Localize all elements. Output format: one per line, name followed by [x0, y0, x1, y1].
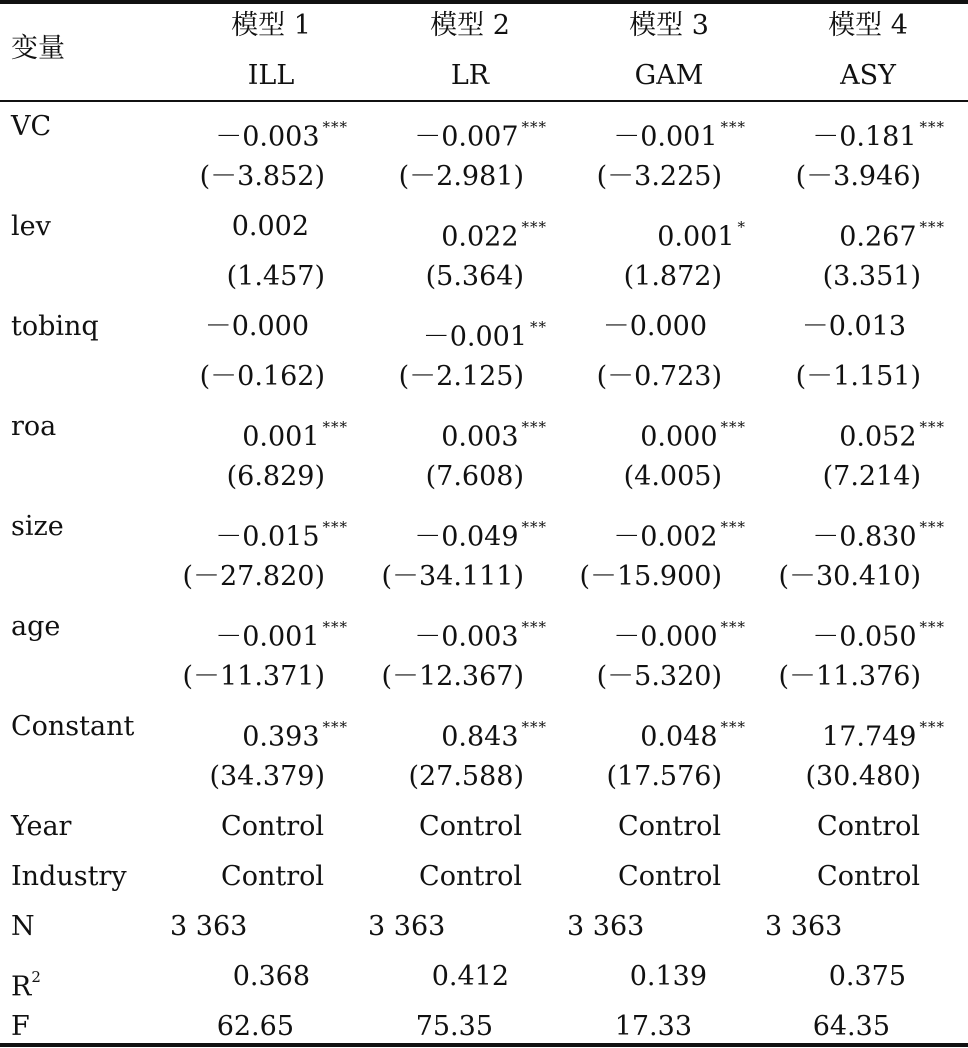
model-2-name: 模型 2	[430, 10, 510, 41]
model-3-name: 模型 3	[629, 10, 709, 41]
coefficient-cell	[423, 310, 547, 355]
significance-stars: ***	[521, 418, 547, 436]
t-statistic: (－0.723)	[596, 361, 722, 392]
coefficient-value: －0.001	[613, 121, 718, 153]
control-indicator: Control	[419, 811, 522, 842]
significance-stars: ***	[919, 618, 945, 636]
f-statistic: 62.65	[216, 1011, 294, 1042]
t-statistic: (－0.162)	[199, 361, 325, 392]
f-statistic: 17.33	[614, 1011, 692, 1042]
significance-stars: ***	[720, 518, 746, 536]
model-2-abbr: LR	[450, 60, 490, 91]
r-squared-value: 0.368	[232, 961, 310, 992]
coefficient-cell	[812, 110, 945, 155]
variable-name: age	[11, 611, 61, 642]
model-1-abbr: ILL	[247, 60, 295, 91]
coefficient-value: －0.001	[215, 621, 320, 653]
model-3-abbr: GAM	[634, 60, 704, 91]
r-squared-value: 0.412	[431, 961, 509, 992]
t-statistic: (17.576)	[606, 761, 722, 792]
coefficient-value: －0.000	[602, 311, 707, 342]
t-statistic: (1.457)	[226, 261, 325, 292]
t-statistic: (－2.981)	[398, 161, 524, 192]
coefficient-cell	[839, 410, 945, 455]
significance-stars: ***	[919, 118, 945, 136]
t-statistic: (－1.151)	[795, 361, 921, 392]
coefficient-value: －0.002	[613, 521, 718, 553]
coefficient-value: 0.267	[839, 221, 917, 253]
t-statistic: (7.214)	[822, 461, 921, 492]
control-indicator: Control	[817, 861, 920, 892]
coefficient-cell	[640, 410, 746, 455]
sample-size: 3 363	[368, 911, 446, 942]
t-statistic: (－12.367)	[381, 661, 524, 692]
significance-stars: ***	[322, 418, 348, 436]
coefficient-cell	[441, 410, 547, 455]
sample-size: 3 363	[765, 911, 843, 942]
coefficient-cell	[822, 710, 945, 755]
coefficient-cell	[812, 510, 945, 555]
coefficient-value: 0.003	[441, 421, 519, 453]
f-statistic: 75.35	[415, 1011, 493, 1042]
t-statistic: (－11.371)	[182, 661, 325, 692]
coefficient-cell	[812, 610, 945, 655]
t-statistic: (5.364)	[425, 261, 524, 292]
control-indicator: Control	[618, 811, 721, 842]
coefficient-cell	[215, 110, 348, 155]
header-rule	[0, 100, 968, 102]
stat-label-n: N	[11, 911, 35, 942]
coefficient-cell	[215, 510, 348, 555]
t-statistic: (27.588)	[408, 761, 524, 792]
coefficient-cell	[657, 210, 746, 255]
control-indicator: Control	[618, 861, 721, 892]
significance-stars: ***	[322, 618, 348, 636]
t-statistic: (－30.410)	[778, 561, 921, 592]
coefficient-value: －0.000	[613, 621, 718, 653]
coefficient-value: 0.393	[242, 721, 320, 753]
coefficient-cell	[613, 110, 746, 155]
t-statistic: (－34.111)	[381, 561, 524, 592]
control-indicator: Control	[221, 861, 324, 892]
t-statistic: (－3.946)	[795, 161, 921, 192]
f-statistic: 64.35	[812, 1011, 890, 1042]
significance-stars: ***	[720, 118, 746, 136]
control-variable-name: Industry	[11, 861, 127, 892]
significance-stars: ***	[720, 418, 746, 436]
variable-header: 变量	[11, 33, 65, 64]
coefficient-value: 0.001	[242, 421, 320, 453]
coefficient-value: 17.749	[822, 721, 917, 753]
significance-stars: ***	[720, 718, 746, 736]
t-statistic: (－27.820)	[182, 561, 325, 592]
significance-stars: *	[737, 218, 746, 236]
significance-stars: ***	[322, 518, 348, 536]
coefficient-cell	[441, 710, 547, 755]
significance-stars: **	[530, 318, 547, 336]
t-statistic: (6.829)	[226, 461, 325, 492]
coefficient-cell	[603, 310, 746, 344]
variable-name: size	[11, 511, 64, 542]
significance-stars: ***	[521, 618, 547, 636]
significance-stars: ***	[521, 218, 547, 236]
control-indicator: Control	[221, 811, 324, 842]
significance-stars: ***	[919, 518, 945, 536]
coefficient-value: －0.007	[414, 121, 519, 153]
coefficient-cell	[215, 610, 348, 655]
variable-name: Constant	[11, 711, 135, 742]
top-rule	[0, 0, 968, 4]
coefficient-value: －0.013	[801, 311, 906, 342]
sample-size: 3 363	[567, 911, 645, 942]
significance-stars: ***	[521, 118, 547, 136]
coefficient-cell	[414, 510, 547, 555]
t-statistic: (1.872)	[623, 261, 722, 292]
coefficient-value: －0.003	[215, 121, 320, 153]
coefficient-cell	[802, 310, 945, 344]
variable-name: lev	[11, 211, 51, 242]
coefficient-cell	[242, 410, 348, 455]
coefficient-value: －0.830	[812, 521, 917, 553]
t-statistic: (－3.852)	[199, 161, 325, 192]
t-statistic: (34.379)	[209, 761, 325, 792]
control-indicator: Control	[419, 861, 522, 892]
coefficient-value: －0.015	[215, 521, 320, 553]
t-statistic: (4.005)	[623, 461, 722, 492]
coefficient-cell	[613, 510, 746, 555]
significance-stars: ***	[919, 718, 945, 736]
r2-label-base: R	[11, 971, 32, 1003]
coefficient-value: 0.001	[657, 221, 735, 253]
variable-name: roa	[11, 411, 57, 442]
t-statistic: (－5.320)	[596, 661, 722, 692]
significance-stars: ***	[919, 418, 945, 436]
t-statistic: (－11.376)	[778, 661, 921, 692]
t-statistic: (7.608)	[425, 461, 524, 492]
model-4-abbr: ASY	[840, 60, 896, 91]
coefficient-value: 0.002	[231, 211, 309, 242]
sample-size: 3 363	[170, 911, 248, 942]
coefficient-cell	[839, 210, 945, 255]
variable-name: tobinq	[11, 311, 99, 342]
coefficient-cell	[242, 710, 348, 755]
coefficient-cell	[441, 210, 547, 255]
coefficient-value: －0.181	[812, 121, 917, 153]
stat-label-r2	[11, 960, 41, 1005]
coefficient-value: 0.022	[441, 221, 519, 253]
significance-stars: ***	[322, 118, 348, 136]
coefficient-cell	[414, 110, 547, 155]
coefficient-value: －0.000	[204, 311, 309, 342]
coefficient-cell	[414, 610, 547, 655]
t-statistic: (－3.225)	[596, 161, 722, 192]
variable-name: VC	[11, 111, 52, 142]
model-1-name: 模型 1	[231, 10, 311, 41]
t-statistic: (－2.125)	[398, 361, 524, 392]
coefficient-cell	[232, 210, 348, 244]
t-statistic: (－15.900)	[579, 561, 722, 592]
significance-stars: ***	[521, 518, 547, 536]
significance-stars: ***	[521, 718, 547, 736]
significance-stars: ***	[919, 218, 945, 236]
coefficient-cell	[640, 710, 746, 755]
coefficient-value: －0.049	[414, 521, 519, 553]
coefficient-cell	[205, 310, 348, 344]
coefficient-value: 0.048	[640, 721, 718, 753]
coefficient-value: －0.001	[422, 321, 527, 353]
coefficient-value: －0.003	[414, 621, 519, 653]
coefficient-cell	[613, 610, 746, 655]
significance-stars: ***	[720, 618, 746, 636]
t-statistic: (3.351)	[822, 261, 921, 292]
coefficient-value: 0.843	[441, 721, 519, 753]
stat-label-f: F	[11, 1011, 30, 1042]
control-indicator: Control	[817, 811, 920, 842]
r2-label-superscript: 2	[31, 968, 41, 986]
coefficient-value: 0.052	[839, 421, 917, 453]
r-squared-value: 0.375	[828, 961, 906, 992]
t-statistic: (30.480)	[805, 761, 921, 792]
control-variable-name: Year	[11, 811, 72, 842]
coefficient-value: －0.050	[812, 621, 917, 653]
coefficient-value: 0.000	[640, 421, 718, 453]
r-squared-value: 0.139	[629, 961, 707, 992]
model-4-name: 模型 4	[828, 10, 908, 41]
significance-stars: ***	[322, 718, 348, 736]
